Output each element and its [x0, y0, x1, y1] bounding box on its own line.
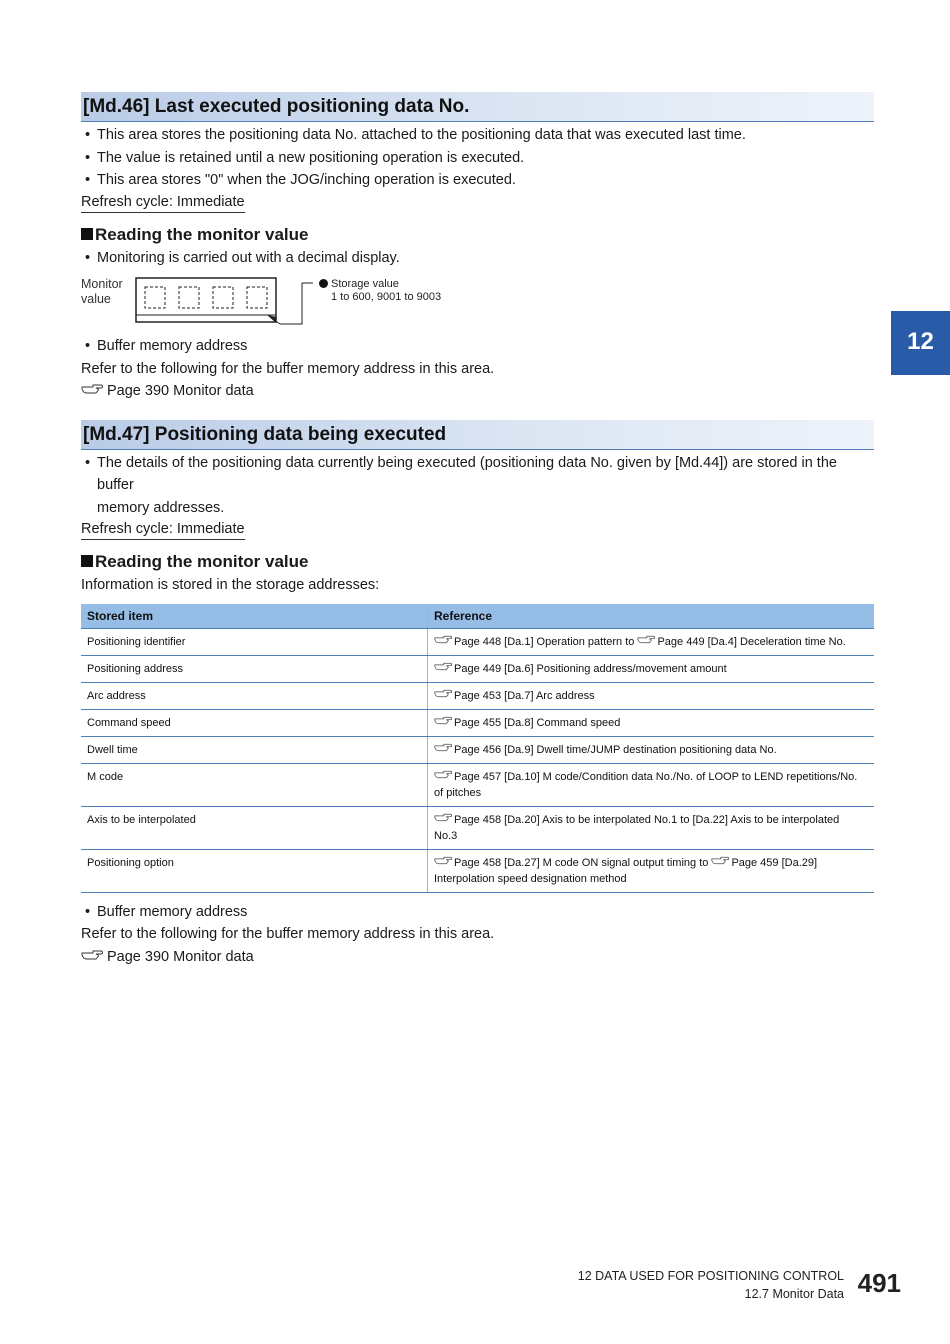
col-reference: Reference [428, 604, 875, 629]
md47-bullet-line-1: • The details of the positioning data currently being executed (positioning data No. given by [Md.44]) are stored in the buffer [97, 454, 837, 493]
table-row [81, 709, 874, 736]
stored-item-cell: Dwell time [81, 736, 428, 763]
pointing-hand-icon [434, 743, 452, 752]
table-row [81, 806, 874, 849]
footer-chapter: 12 DATA USED FOR POSITIONING CONTROL [577, 1269, 844, 1283]
pointing-hand-icon [434, 635, 452, 644]
reference-cell [428, 806, 875, 849]
square-bullet-icon [81, 228, 93, 240]
md47-bullet-line-2: memory addresses. [97, 499, 225, 516]
section-heading-md47: [Md.47] Positioning data being executed [81, 420, 874, 450]
reference-link[interactable]: Page 453 [Da.7] Arc address [434, 690, 595, 702]
monitor-label-line-2: value [81, 292, 111, 306]
md47-reading-title: Reading the monitor value [95, 552, 309, 571]
pointing-hand-icon [434, 689, 452, 698]
md47-buffer-bullet: • Buffer memory address [81, 901, 874, 924]
reference-continuation: Interpolation speed designation method [434, 872, 627, 885]
md46-bullet-1: • This area stores the positioning data No. attached to the positioning data that was executed last time. [81, 124, 874, 147]
storage-value-callout [319, 278, 441, 304]
pointing-hand-icon [81, 950, 103, 960]
md47-bullet [81, 452, 874, 520]
pointing-hand-icon [711, 856, 729, 865]
stored-item-table [81, 604, 874, 893]
md47-refresh-cycle: Refresh cycle: Immediate [81, 519, 245, 540]
stored-item-cell: Command speed [81, 709, 428, 736]
md46-reading-bullet: • Monitoring is carried out with a decimal display. [81, 247, 874, 270]
table-row [81, 849, 874, 892]
col-stored-item: Stored item [81, 604, 428, 629]
stored-item-cell: Axis to be interpolated [81, 806, 428, 849]
pointing-hand-icon [637, 635, 655, 644]
table-row [81, 736, 874, 763]
pointing-hand-icon [434, 813, 452, 822]
reference-continuation: of pitches [434, 786, 482, 799]
section-heading-md46: [Md.46] Last executed positioning data No. [81, 92, 874, 122]
pointing-hand-icon [434, 856, 452, 865]
monitor-value-diagram [81, 277, 874, 335]
pointing-hand-icon [81, 384, 103, 394]
footer-section: 12.7 Monitor Data [744, 1287, 844, 1301]
reference-link[interactable]: Page 448 [Da.1] Operation pattern to [434, 636, 634, 648]
reference-link[interactable]: Page 455 [Da.8] Command speed [434, 717, 620, 729]
pointing-hand-icon [434, 770, 452, 779]
reference-cell [428, 736, 875, 763]
stored-item-cell: Positioning identifier [81, 628, 428, 655]
reference-link[interactable]: Page 456 [Da.9] Dwell time/JUMP destination positioning data No. [434, 744, 777, 756]
reference-link[interactable]: Page 449 [Da.4] Deceleration time No. [637, 636, 845, 648]
page-footer [578, 1267, 844, 1303]
md46-buffer-text: Refer to the following for the buffer memory address in this area. [81, 360, 495, 377]
table-header-row [81, 604, 874, 629]
square-bullet-icon [81, 555, 93, 567]
md47-buffer-text: Refer to the following for the buffer memory address in this area. [81, 926, 495, 942]
table-row [81, 763, 874, 806]
md47-buffer-ref[interactable] [81, 946, 874, 969]
reference-cell [428, 849, 875, 892]
md46-buffer-ref[interactable] [81, 380, 874, 403]
reference-continuation: No.3 [434, 829, 458, 842]
md47-buffer-ref-text: Page 390 Monitor data [107, 948, 254, 965]
reference-link[interactable]: Page 457 [Da.10] M code/Condition data No./No. of LOOP to LEND repetitions/No. [434, 771, 857, 783]
md47-info-text: Information is stored in the storage addresses: [81, 577, 380, 593]
reference-cell [428, 709, 875, 736]
monitor-digits-graphic [81, 277, 321, 335]
chapter-tab[interactable]: 12 [891, 311, 950, 375]
reference-cell [428, 628, 875, 655]
md46-reading-title: Reading the monitor value [95, 224, 309, 244]
md46-reading-heading [81, 223, 874, 247]
reference-cell [428, 682, 875, 709]
table-row [81, 628, 874, 655]
reference-link[interactable]: Page 449 [Da.6] Positioning address/movement amount [434, 663, 727, 675]
page-number: 491 [857, 1268, 901, 1298]
md46-buffer-bullet: • Buffer memory address [81, 335, 874, 358]
md46-bullet-3: • This area stores "0" when the JOG/inching operation is executed. [81, 169, 874, 192]
table-row [81, 655, 874, 682]
reference-link[interactable]: Page 458 [Da.20] Axis to be interpolated No.1 to [Da.22] Axis to be interpolated [434, 814, 839, 826]
table-row [81, 682, 874, 709]
stored-item-cell: M code [81, 763, 428, 806]
reference-link[interactable]: Page 458 [Da.27] M code ON signal output timing to [434, 857, 708, 869]
page-content [81, 92, 874, 968]
md46-bullet-2: • The value is retained until a new positioning operation is executed. [81, 147, 874, 170]
bullet-dot-icon [319, 279, 328, 288]
storage-range: 1 to 600, 9001 to 9003 [331, 291, 442, 303]
pointing-hand-icon [434, 662, 452, 671]
md46-buffer-ref-text: Page 390 Monitor data [107, 383, 254, 399]
storage-label: Storage value [331, 278, 399, 290]
pointing-hand-icon [434, 716, 452, 725]
stored-item-cell: Positioning option [81, 849, 428, 892]
stored-item-cell: Positioning address [81, 655, 428, 682]
monitor-label-line-1: Monitor [81, 277, 123, 291]
md47-reading-heading [81, 550, 874, 574]
stored-item-cell: Arc address [81, 682, 428, 709]
reference-cell [428, 655, 875, 682]
md46-refresh-cycle: Refresh cycle: Immediate [81, 192, 245, 213]
reference-link[interactable]: Page 459 [Da.29] [711, 857, 817, 869]
reference-cell [428, 763, 875, 806]
